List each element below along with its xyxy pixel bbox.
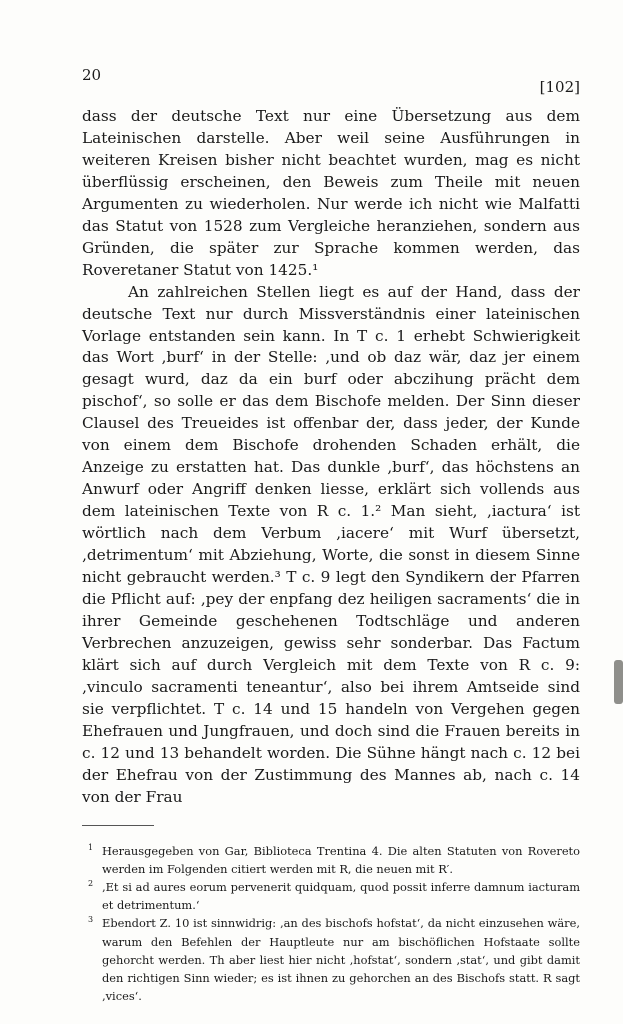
paragraph: dass der deutsche Text nur eine Übersetzung aus dem Lateinischen darstelle. Aber weil seine Ausführungen in weiteren Kreisen bisher nicht beachtet wurden, mag es nicht überflüssig erscheinen, den Beweis zum Theile mit neuen Argumenten zu wiederholen. Nur werde ich nicht wie Malfatti das Statut von 1528 zum Vergleiche heranziehen, sondern aus Gründen, die später zur Sprache kommen werden, das Roveretaner Statut von 1425.¹	[82, 107, 580, 279]
page	[82, 66, 580, 1005]
footnote	[82, 878, 580, 914]
section-number: [102]	[539, 78, 580, 96]
footnote	[82, 842, 580, 878]
page-edge-mark	[614, 660, 623, 704]
footnote-text: Herausgegeben von Gar, Biblioteca Trentina 4. Die alten Statuten von Rovereto werden im Folgenden citiert werden mit R, die neuen mit R′.	[102, 843, 580, 876]
footnotes	[82, 842, 580, 1006]
page-number: 20	[82, 66, 102, 84]
body-text	[82, 106, 580, 809]
footnote-text: ‚Et si ad aures eorum pervenerit quidquam, quod possit inferre damnum iacturam et detrimentum.‘	[102, 879, 580, 913]
paragraph: An zahlreichen Stellen liegt es auf der Hand, dass der deutsche Text nur durch Missverständnis einer lateinischen Vorlage entstanden sein kann. In T c. 1 erhebt Schwierigkeit das Wort ‚burf‘ in der Stelle: ‚und ob daz wär, daz jer einem gesagt wurd, daz da ein burf oder abczihung prächt dem pischof‘, so solle er das dem Bischofe melden. Der Sinn dieser Clausel des Treueides ist offenbar der, dass jeder, der Kunde von einem dem Bischofe drohenden Schaden erhält, die Anzeige zu erstatten hat. Das dunkle ‚burf‘, das höchstens an Anwurf oder Angriff denken liesse, erklärt sich vollends aus dem lateinischen Texte von R c. 1.² Man sieht, ‚iactura‘ ist wörtlich nach dem Verbum ‚iacere‘ mit Wurf übersetzt, ‚detrimentum‘ mit Abziehung, Worte, die sonst in diesem Sinne nicht gebraucht werden.³ T c. 9 legt den Syndikern der Pfarren die Pflicht auf: ‚pey der enpfang dez heiligen sacraments‘ die in ihrer Gemeinde geschehenen Todtschläge und anderen Verbrechen anzuzeigen, gewiss sehr sonderbar. Das Factum klärt sich auf durch Vergleich mit dem Texte von R c. 9: ‚vinculo sacramenti teneantur‘, also bei ihrem Amtseide sind sie verpflichtet. T c. 14 und 15 handeln von Vergehen gegen Ehefrauen und Jungfrauen, und doch sind die Frauen bereits in c. 12 und 13 behandelt worden. Die Sühne hängt nach c. 12 bei der Ehefrau von der Zustimmung des Mannes ab, nach c. 14 von der Frau	[82, 282, 580, 806]
footnote	[82, 914, 580, 1005]
footnote-number: 3	[88, 915, 94, 925]
page-header	[82, 66, 580, 96]
footnote-number: 1	[88, 842, 94, 852]
footnote-separator	[82, 825, 154, 826]
footnote-text: Ebendort Z. 10 ist sinnwidrig: ‚an des bischofs hofstat‘, da nicht einzusehen wäre, warum den Befehlen der Hauptleute nur am bischöflichen Hofstaate sollte gehorcht werden. Th aber liest hier nicht ‚hofstat‘, sondern ‚stat‘, und gibt damit den richtigen Sinn wieder; es ist ihnen zu gehorchen an des Bischofs statt. R sagt ‚vices‘.	[102, 916, 580, 1004]
footnote-number: 2	[88, 878, 94, 888]
